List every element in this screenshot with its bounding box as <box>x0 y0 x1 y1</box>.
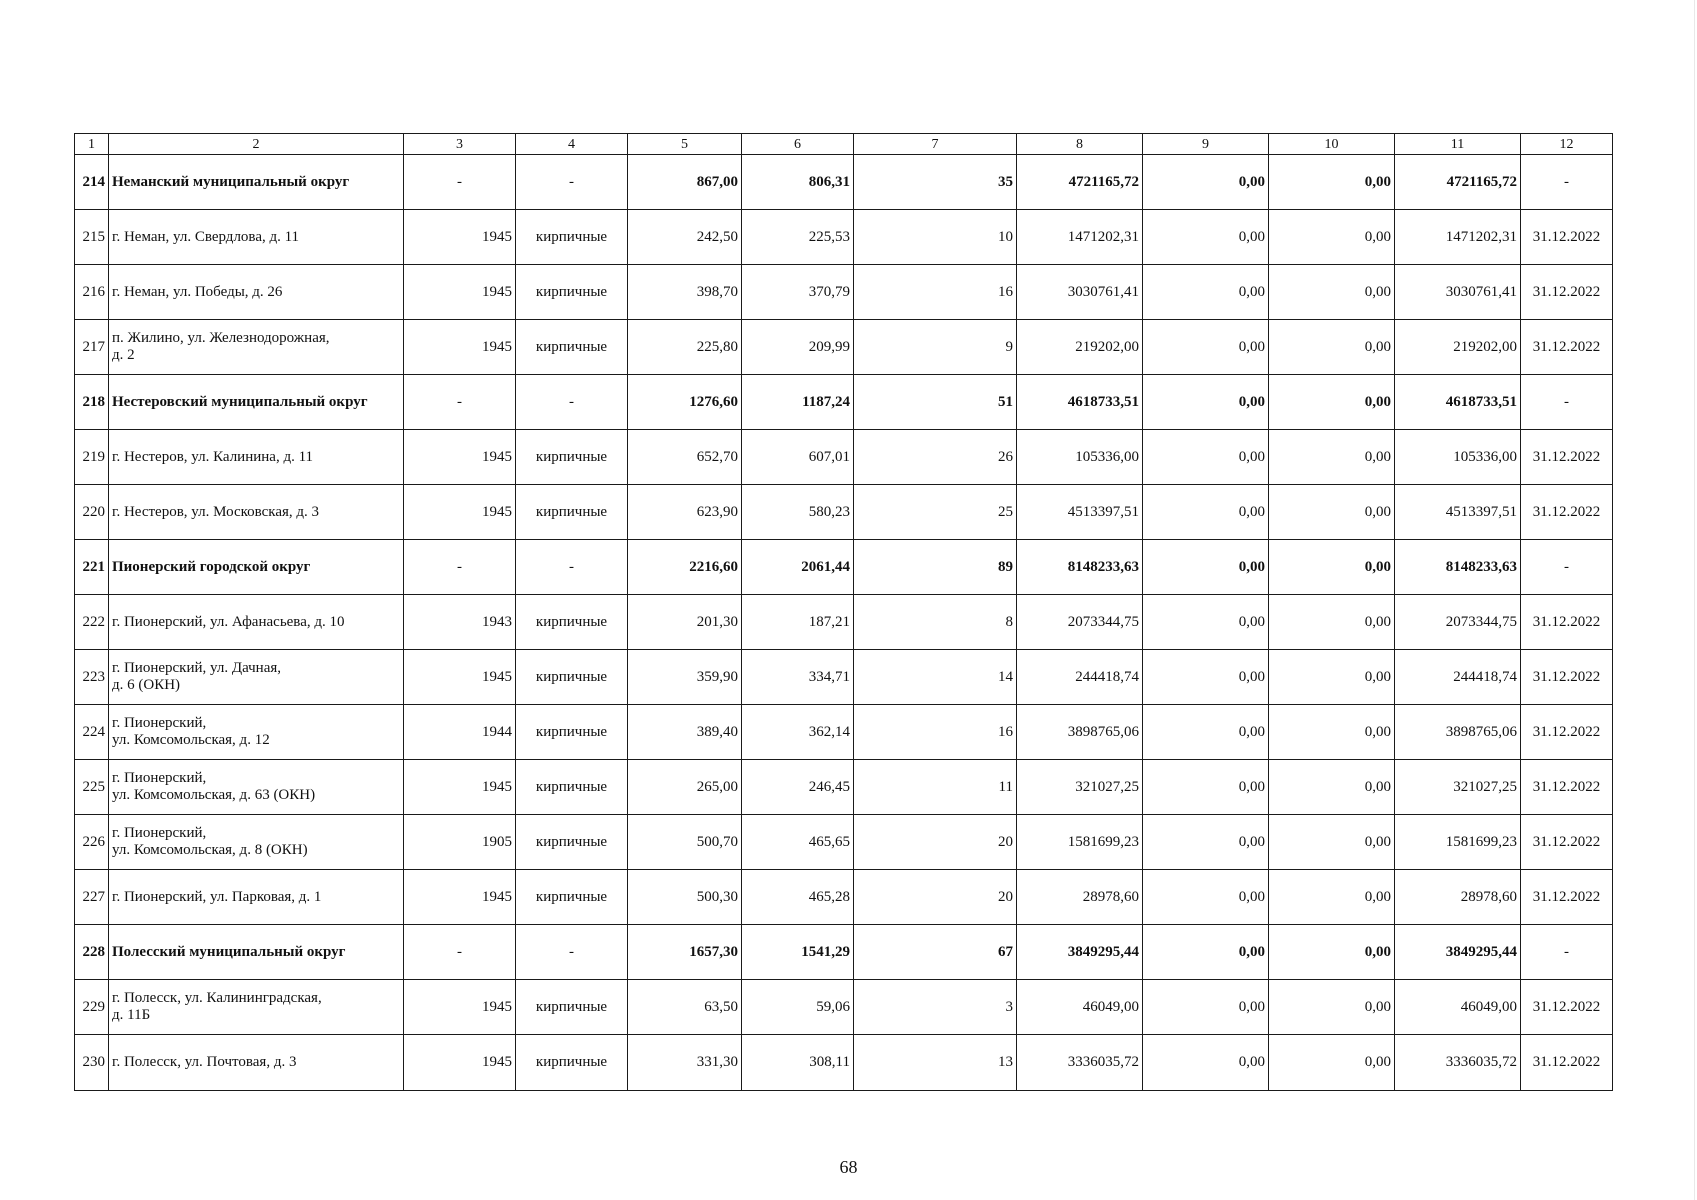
total-area: 500,70 <box>628 815 742 870</box>
address: г. Неман, ул. Победы, д. 26 <box>109 265 404 320</box>
living-area: 1187,24 <box>742 375 854 430</box>
total-cost: 244418,74 <box>1017 650 1143 705</box>
total-cost: 1471202,31 <box>1017 210 1143 265</box>
living-area: 59,06 <box>742 980 854 1035</box>
total-cost: 219202,00 <box>1017 320 1143 375</box>
deadline-date: 31.12.2022 <box>1521 760 1613 815</box>
total-cost: 1581699,23 <box>1017 815 1143 870</box>
total-area: 500,30 <box>628 870 742 925</box>
construction-year: 1945 <box>404 265 516 320</box>
row-number: 214 <box>75 155 109 210</box>
total-cost: 3336035,72 <box>1017 1035 1143 1091</box>
total-cost: 28978,60 <box>1017 870 1143 925</box>
total-area: 1276,60 <box>628 375 742 430</box>
table-row <box>75 650 1613 705</box>
cost-col-10: 0,00 <box>1269 375 1395 430</box>
page-number: 68 <box>839 1157 858 1177</box>
column-number: 12 <box>1521 134 1613 155</box>
residents-count: 16 <box>854 705 1017 760</box>
wall-material: - <box>516 540 628 595</box>
cost-col-9: 0,00 <box>1143 540 1269 595</box>
cost-col-10: 0,00 <box>1269 320 1395 375</box>
cost-col-11: 4618733,51 <box>1395 375 1521 430</box>
wall-material: - <box>516 375 628 430</box>
living-area: 370,79 <box>742 265 854 320</box>
construction-year: 1905 <box>404 815 516 870</box>
cost-col-11: 321027,25 <box>1395 760 1521 815</box>
address: г. Неман, ул. Свердлова, д. 11 <box>109 210 404 265</box>
wall-material: кирпичные <box>516 650 628 705</box>
cost-col-11: 4513397,51 <box>1395 485 1521 540</box>
address: г. Пионерский, ул. Комсомольская, д. 63 (ОКН) <box>109 760 404 815</box>
column-number: 4 <box>516 134 628 155</box>
column-number: 9 <box>1143 134 1269 155</box>
total-cost: 4618733,51 <box>1017 375 1143 430</box>
column-number: 1 <box>75 134 109 155</box>
address: п. Жилино, ул. Железнодорожная, д. 2 <box>109 320 404 375</box>
construction-year: 1945 <box>404 320 516 375</box>
table-row <box>75 1035 1613 1091</box>
deadline-date: 31.12.2022 <box>1521 870 1613 925</box>
wall-material: кирпичные <box>516 430 628 485</box>
address: Пионерский городской округ <box>109 540 404 595</box>
table-row <box>75 760 1613 815</box>
column-number: 2 <box>109 134 404 155</box>
group-row <box>75 375 1613 430</box>
deadline-date: - <box>1521 375 1613 430</box>
cost-col-10: 0,00 <box>1269 705 1395 760</box>
cost-col-10: 0,00 <box>1269 925 1395 980</box>
address: Полесский муниципальный округ <box>109 925 404 980</box>
wall-material: кирпичные <box>516 815 628 870</box>
table-body <box>75 134 1613 1091</box>
row-number: 228 <box>75 925 109 980</box>
total-area: 389,40 <box>628 705 742 760</box>
deadline-date: 31.12.2022 <box>1521 430 1613 485</box>
deadline-date: 31.12.2022 <box>1521 595 1613 650</box>
cost-col-11: 4721165,72 <box>1395 155 1521 210</box>
table-row <box>75 870 1613 925</box>
deadline-date: 31.12.2022 <box>1521 265 1613 320</box>
deadline-date: 31.12.2022 <box>1521 815 1613 870</box>
cost-col-11: 28978,60 <box>1395 870 1521 925</box>
residents-count: 26 <box>854 430 1017 485</box>
table-row <box>75 265 1613 320</box>
cost-col-10: 0,00 <box>1269 540 1395 595</box>
total-area: 867,00 <box>628 155 742 210</box>
address: г. Пионерский, ул. Дачная, д. 6 (ОКН) <box>109 650 404 705</box>
address: Неманский муниципальный округ <box>109 155 404 210</box>
wall-material: кирпичные <box>516 320 628 375</box>
residents-count: 14 <box>854 650 1017 705</box>
construction-year: 1944 <box>404 705 516 760</box>
total-cost: 8148233,63 <box>1017 540 1143 595</box>
cost-col-9: 0,00 <box>1143 760 1269 815</box>
cost-col-9: 0,00 <box>1143 485 1269 540</box>
table-row <box>75 980 1613 1035</box>
wall-material: кирпичные <box>516 760 628 815</box>
residents-count: 67 <box>854 925 1017 980</box>
total-area: 623,90 <box>628 485 742 540</box>
row-number: 215 <box>75 210 109 265</box>
cost-col-9: 0,00 <box>1143 375 1269 430</box>
total-area: 265,00 <box>628 760 742 815</box>
row-number: 227 <box>75 870 109 925</box>
total-cost: 4721165,72 <box>1017 155 1143 210</box>
residents-count: 51 <box>854 375 1017 430</box>
cost-col-11: 1581699,23 <box>1395 815 1521 870</box>
cost-col-9: 0,00 <box>1143 430 1269 485</box>
living-area: 580,23 <box>742 485 854 540</box>
deadline-date: 31.12.2022 <box>1521 210 1613 265</box>
residents-count: 8 <box>854 595 1017 650</box>
cost-col-9: 0,00 <box>1143 650 1269 705</box>
deadline-date: - <box>1521 155 1613 210</box>
column-number: 7 <box>854 134 1017 155</box>
living-area: 806,31 <box>742 155 854 210</box>
total-cost: 46049,00 <box>1017 980 1143 1035</box>
cost-col-10: 0,00 <box>1269 980 1395 1035</box>
row-number: 217 <box>75 320 109 375</box>
total-cost: 2073344,75 <box>1017 595 1143 650</box>
address: г. Пионерский, ул. Комсомольская, д. 12 <box>109 705 404 760</box>
cost-col-9: 0,00 <box>1143 155 1269 210</box>
cost-col-9: 0,00 <box>1143 1035 1269 1091</box>
living-area: 209,99 <box>742 320 854 375</box>
address: г. Нестеров, ул. Калинина, д. 11 <box>109 430 404 485</box>
residents-count: 10 <box>854 210 1017 265</box>
table-row <box>75 430 1613 485</box>
group-row <box>75 925 1613 980</box>
cost-col-11: 244418,74 <box>1395 650 1521 705</box>
scan-edge <box>1694 0 1695 1200</box>
wall-material: кирпичные <box>516 210 628 265</box>
construction-year: 1945 <box>404 870 516 925</box>
cost-col-11: 8148233,63 <box>1395 540 1521 595</box>
cost-col-9: 0,00 <box>1143 870 1269 925</box>
wall-material: кирпичные <box>516 980 628 1035</box>
row-number: 222 <box>75 595 109 650</box>
wall-material: - <box>516 925 628 980</box>
register-sheet <box>74 133 1612 1091</box>
row-number: 218 <box>75 375 109 430</box>
total-cost: 3849295,44 <box>1017 925 1143 980</box>
cost-col-11: 3898765,06 <box>1395 705 1521 760</box>
living-area: 2061,44 <box>742 540 854 595</box>
wall-material: кирпичные <box>516 870 628 925</box>
cost-col-9: 0,00 <box>1143 980 1269 1035</box>
cost-col-11: 1471202,31 <box>1395 210 1521 265</box>
living-area: 362,14 <box>742 705 854 760</box>
deadline-date: - <box>1521 540 1613 595</box>
column-number: 10 <box>1269 134 1395 155</box>
construction-year: 1945 <box>404 980 516 1035</box>
wall-material: - <box>516 155 628 210</box>
cost-col-10: 0,00 <box>1269 595 1395 650</box>
construction-year: 1945 <box>404 1035 516 1091</box>
residents-count: 9 <box>854 320 1017 375</box>
cost-col-9: 0,00 <box>1143 265 1269 320</box>
wall-material: кирпичные <box>516 265 628 320</box>
total-area: 652,70 <box>628 430 742 485</box>
construction-year: 1943 <box>404 595 516 650</box>
residents-count: 3 <box>854 980 1017 1035</box>
column-number-row <box>75 134 1613 155</box>
living-area: 465,28 <box>742 870 854 925</box>
living-area: 225,53 <box>742 210 854 265</box>
group-row <box>75 155 1613 210</box>
address: г. Полесск, ул. Почтовая, д. 3 <box>109 1035 404 1091</box>
cost-col-9: 0,00 <box>1143 705 1269 760</box>
residents-count: 20 <box>854 815 1017 870</box>
residents-count: 35 <box>854 155 1017 210</box>
residents-count: 16 <box>854 265 1017 320</box>
cost-col-9: 0,00 <box>1143 320 1269 375</box>
address: г. Пионерский, ул. Афанасьева, д. 10 <box>109 595 404 650</box>
row-number: 229 <box>75 980 109 1035</box>
total-area: 398,70 <box>628 265 742 320</box>
total-area: 2216,60 <box>628 540 742 595</box>
living-area: 334,71 <box>742 650 854 705</box>
construction-year: 1945 <box>404 210 516 265</box>
table-row <box>75 815 1613 870</box>
table-row <box>75 705 1613 760</box>
deadline-date: 31.12.2022 <box>1521 320 1613 375</box>
living-area: 1541,29 <box>742 925 854 980</box>
table-row <box>75 485 1613 540</box>
cost-col-10: 0,00 <box>1269 485 1395 540</box>
residents-count: 89 <box>854 540 1017 595</box>
wall-material: кирпичные <box>516 1035 628 1091</box>
deadline-date: 31.12.2022 <box>1521 705 1613 760</box>
cost-col-9: 0,00 <box>1143 210 1269 265</box>
cost-col-10: 0,00 <box>1269 430 1395 485</box>
cost-col-10: 0,00 <box>1269 265 1395 320</box>
residents-count: 11 <box>854 760 1017 815</box>
construction-year: - <box>404 375 516 430</box>
total-cost: 3898765,06 <box>1017 705 1143 760</box>
deadline-date: - <box>1521 925 1613 980</box>
total-area: 225,80 <box>628 320 742 375</box>
residents-count: 13 <box>854 1035 1017 1091</box>
deadline-date: 31.12.2022 <box>1521 650 1613 705</box>
column-number: 6 <box>742 134 854 155</box>
construction-year: - <box>404 540 516 595</box>
cost-col-10: 0,00 <box>1269 1035 1395 1091</box>
deadline-date: 31.12.2022 <box>1521 980 1613 1035</box>
living-area: 246,45 <box>742 760 854 815</box>
cost-col-11: 3336035,72 <box>1395 1035 1521 1091</box>
residents-count: 20 <box>854 870 1017 925</box>
cost-col-11: 105336,00 <box>1395 430 1521 485</box>
wall-material: кирпичные <box>516 705 628 760</box>
construction-year: - <box>404 925 516 980</box>
row-number: 221 <box>75 540 109 595</box>
column-number: 11 <box>1395 134 1521 155</box>
total-area: 359,90 <box>628 650 742 705</box>
cost-col-11: 46049,00 <box>1395 980 1521 1035</box>
row-number: 223 <box>75 650 109 705</box>
construction-year: - <box>404 155 516 210</box>
row-number: 225 <box>75 760 109 815</box>
row-number: 220 <box>75 485 109 540</box>
table-row <box>75 320 1613 375</box>
cost-col-11: 2073344,75 <box>1395 595 1521 650</box>
living-area: 308,11 <box>742 1035 854 1091</box>
total-area: 63,50 <box>628 980 742 1035</box>
total-area: 242,50 <box>628 210 742 265</box>
deadline-date: 31.12.2022 <box>1521 1035 1613 1091</box>
cost-col-11: 219202,00 <box>1395 320 1521 375</box>
row-number: 216 <box>75 265 109 320</box>
total-cost: 3030761,41 <box>1017 265 1143 320</box>
construction-year: 1945 <box>404 430 516 485</box>
cost-col-11: 3030761,41 <box>1395 265 1521 320</box>
total-area: 201,30 <box>628 595 742 650</box>
wall-material: кирпичные <box>516 485 628 540</box>
row-number: 230 <box>75 1035 109 1091</box>
living-area: 465,65 <box>742 815 854 870</box>
deadline-date: 31.12.2022 <box>1521 485 1613 540</box>
address: г. Пионерский, ул. Комсомольская, д. 8 (ОКН) <box>109 815 404 870</box>
cost-col-11: 3849295,44 <box>1395 925 1521 980</box>
cost-col-10: 0,00 <box>1269 650 1395 705</box>
housing-register-table <box>74 133 1613 1091</box>
group-row <box>75 540 1613 595</box>
cost-col-10: 0,00 <box>1269 760 1395 815</box>
row-number: 219 <box>75 430 109 485</box>
total-cost: 4513397,51 <box>1017 485 1143 540</box>
column-number: 5 <box>628 134 742 155</box>
living-area: 607,01 <box>742 430 854 485</box>
address: г. Полесск, ул. Калининградская, д. 11Б <box>109 980 404 1035</box>
table-row <box>75 595 1613 650</box>
total-cost: 105336,00 <box>1017 430 1143 485</box>
row-number: 224 <box>75 705 109 760</box>
cost-col-9: 0,00 <box>1143 925 1269 980</box>
construction-year: 1945 <box>404 760 516 815</box>
cost-col-10: 0,00 <box>1269 210 1395 265</box>
cost-col-10: 0,00 <box>1269 155 1395 210</box>
cost-col-10: 0,00 <box>1269 815 1395 870</box>
construction-year: 1945 <box>404 485 516 540</box>
cost-col-9: 0,00 <box>1143 595 1269 650</box>
total-area: 1657,30 <box>628 925 742 980</box>
address: г. Нестеров, ул. Московская, д. 3 <box>109 485 404 540</box>
residents-count: 25 <box>854 485 1017 540</box>
address: г. Пионерский, ул. Парковая, д. 1 <box>109 870 404 925</box>
wall-material: кирпичные <box>516 595 628 650</box>
row-number: 226 <box>75 815 109 870</box>
column-number: 8 <box>1017 134 1143 155</box>
address: Нестеровский муниципальный округ <box>109 375 404 430</box>
construction-year: 1945 <box>404 650 516 705</box>
living-area: 187,21 <box>742 595 854 650</box>
total-area: 331,30 <box>628 1035 742 1091</box>
cost-col-9: 0,00 <box>1143 815 1269 870</box>
cost-col-10: 0,00 <box>1269 870 1395 925</box>
column-number: 3 <box>404 134 516 155</box>
table-row <box>75 210 1613 265</box>
total-cost: 321027,25 <box>1017 760 1143 815</box>
